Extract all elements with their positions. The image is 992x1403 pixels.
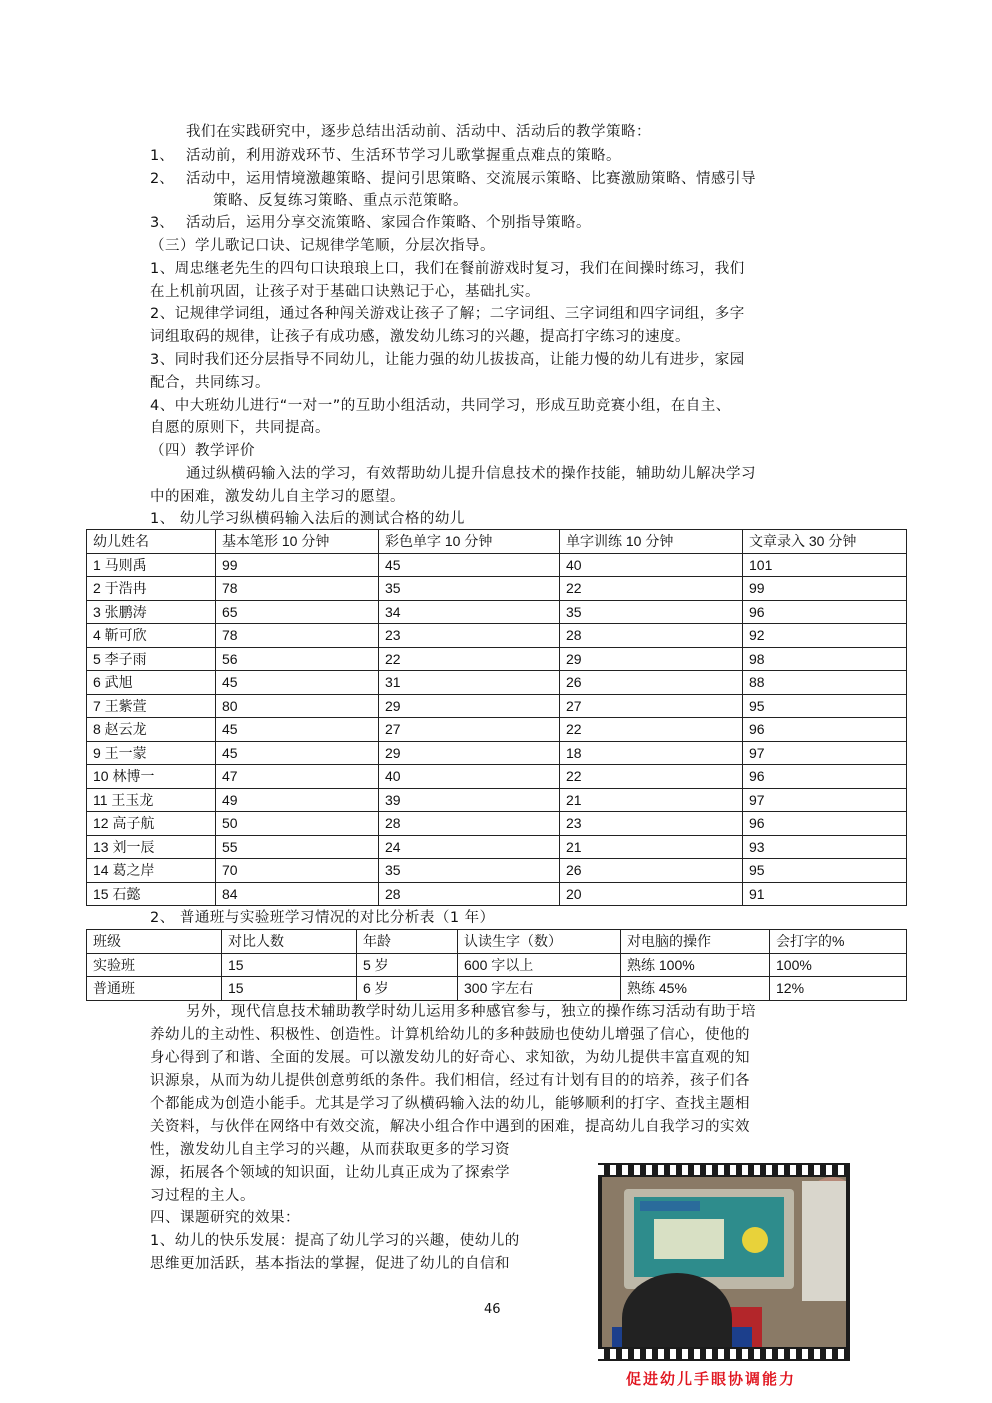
table-cell: 93	[743, 835, 907, 859]
strategy-2-text-line2: 策略、反复练习策略、重点示范策略。	[213, 193, 468, 209]
table-header-cell: 认读生字（数）	[458, 930, 621, 954]
table-cell: 96	[743, 600, 907, 624]
table-cell: 24	[379, 835, 560, 859]
table-row	[87, 953, 907, 977]
table-cell: 29	[379, 694, 560, 718]
table-cell: 27	[560, 694, 743, 718]
table-cell: 15	[222, 953, 357, 977]
point-2-line2: 词组取码的规律，让孩子有成功感，激发幼儿练习的兴趣，提高打字练习的速度。	[150, 329, 690, 345]
table1-caption: 1、 幼儿学习纵横码输入法后的测试合格的幼儿	[150, 511, 465, 527]
table-cell: 84	[216, 882, 379, 906]
table-cell: 20	[560, 882, 743, 906]
table-cell: 78	[216, 624, 379, 648]
point-2-line1: 2、记规律学词组，通过各种闯关游戏让孩子了解；二字词组、三字词组和四字词组，多字	[150, 306, 745, 322]
screen-character	[742, 1227, 768, 1253]
child-computer-photo	[598, 1163, 850, 1361]
table-row	[87, 647, 907, 671]
table-row	[87, 977, 907, 1001]
table-cell: 21	[560, 835, 743, 859]
table-cell: 96	[743, 812, 907, 836]
table-cell: 22	[379, 647, 560, 671]
table-cell: 35	[560, 600, 743, 624]
table-cell: 28	[379, 882, 560, 906]
table-cell: 23	[379, 624, 560, 648]
table-cell: 5 李子雨	[87, 647, 216, 671]
table-cell: 88	[743, 671, 907, 695]
table-cell: 26	[560, 859, 743, 883]
table-cell: 40	[379, 765, 560, 789]
table-cell: 95	[743, 859, 907, 883]
table-header-cell: 幼儿姓名	[87, 530, 216, 554]
table-cell: 34	[379, 600, 560, 624]
table-cell: 29	[560, 647, 743, 671]
table-header-cell: 对电脑的操作	[621, 930, 770, 954]
film-strip-bottom	[598, 1349, 850, 1359]
strategy-3-number: 3、	[150, 215, 174, 231]
section-3-heading: （三）学儿歌记口诀、记规律学笔顺，分层次指导。	[150, 238, 495, 254]
table-cell: 39	[379, 788, 560, 812]
table-cell: 55	[216, 835, 379, 859]
table-cell: 45	[216, 718, 379, 742]
table-cell: 100%	[770, 953, 907, 977]
conclusion-line6: 关资料，与伙伴在网络中有效交流，解决小组合作中遇到的困难，提高幼儿自我学习的实效	[150, 1119, 750, 1135]
table-header-row	[87, 930, 907, 954]
conclusion-line4: 识源泉，从而为幼儿提供创意剪纸的条件。我们相信，经过有计划有目的的培养，孩子们各	[150, 1073, 750, 1089]
table-cell: 15	[222, 977, 357, 1001]
table-cell: 3 张鹏涛	[87, 600, 216, 624]
comparison-table	[86, 929, 907, 1001]
strategy-2-number: 2、	[150, 171, 174, 187]
section-4-heading: （四）教学评价	[150, 443, 255, 459]
table-row	[87, 812, 907, 836]
table-cell: 70	[216, 859, 379, 883]
table2-caption: 2、 普通班与实验班学习情况的对比分析表（1 年）	[150, 910, 495, 926]
table-cell: 21	[560, 788, 743, 812]
table-cell: 熟练 100%	[621, 953, 770, 977]
table-header-cell: 基本笔形 10 分钟	[216, 530, 379, 554]
table-row	[87, 694, 907, 718]
evaluation-line1: 通过纵横码输入法的学习，有效帮助幼儿提升信息技术的操作技能，辅助幼儿解决学习	[186, 466, 756, 482]
table-cell: 97	[743, 741, 907, 765]
photo-scene	[602, 1177, 846, 1347]
table-cell: 95	[743, 694, 907, 718]
table-row	[87, 835, 907, 859]
table-cell: 10 林博一	[87, 765, 216, 789]
table-cell: 600 字以上	[458, 953, 621, 977]
table-header-cell: 彩色单字 10 分钟	[379, 530, 560, 554]
table-cell: 45	[379, 553, 560, 577]
table-cell: 26	[560, 671, 743, 695]
table-row	[87, 788, 907, 812]
conclusion-line9: 习过程的主人。	[150, 1188, 255, 1204]
table-header-row	[87, 530, 907, 554]
table-row	[87, 741, 907, 765]
table-cell: 27	[379, 718, 560, 742]
table-cell: 78	[216, 577, 379, 601]
monitor-screen	[634, 1197, 784, 1277]
photo-caption: 促进幼儿手眼协调能力	[626, 1370, 797, 1388]
table-cell: 9 王一蒙	[87, 741, 216, 765]
effects-line1: 1、幼儿的快乐发展：提高了幼儿学习的兴趣，使幼儿的	[150, 1233, 520, 1249]
table-cell: 65	[216, 600, 379, 624]
section-effects-heading: 四、课题研究的效果：	[150, 1210, 300, 1226]
table-cell: 15 石懿	[87, 882, 216, 906]
conclusion-line7: 性，激发幼儿自主学习的兴趣，从而获取更多的学习资	[150, 1142, 510, 1158]
table-header-cell: 班级	[87, 930, 222, 954]
point-3-line1: 3、同时我们还分层指导不同幼儿，让能力强的幼儿拔拔高，让能力慢的幼儿有进步，家园	[150, 352, 745, 368]
table-cell: 47	[216, 765, 379, 789]
table-cell: 8 赵云龙	[87, 718, 216, 742]
table-row	[87, 600, 907, 624]
conclusion-line2: 养幼儿的主动性、积极性、创造性。计算机给幼儿的多种鼓励也使幼儿增强了信心，使他的	[150, 1027, 750, 1043]
conclusion-line5: 个都能成为创造小能手。尤其是学习了纵横码输入法的幼儿，能够顺利的打字、查找主题相	[150, 1096, 750, 1112]
conclusion-line8: 源，拓展各个领域的知识面，让幼儿真正成为了探索学	[150, 1165, 510, 1181]
table-cell: 31	[379, 671, 560, 695]
table-row	[87, 577, 907, 601]
table-cell: 92	[743, 624, 907, 648]
table-row	[87, 553, 907, 577]
table-row	[87, 624, 907, 648]
screen-panel	[654, 1219, 724, 1259]
table-cell: 18	[560, 741, 743, 765]
table-cell: 5 岁	[357, 953, 458, 977]
table-cell: 96	[743, 718, 907, 742]
table-row	[87, 718, 907, 742]
table-cell: 13 刘一辰	[87, 835, 216, 859]
table-cell: 96	[743, 765, 907, 789]
table-cell: 29	[379, 741, 560, 765]
strategy-1-number: 1、	[150, 148, 174, 164]
screen-title-bar	[640, 1201, 700, 1211]
table-cell: 45	[216, 671, 379, 695]
table-cell: 35	[379, 577, 560, 601]
table-cell: 97	[743, 788, 907, 812]
table-row	[87, 671, 907, 695]
table-cell: 40	[560, 553, 743, 577]
table-cell: 6 岁	[357, 977, 458, 1001]
table-cell: 7 王紫萱	[87, 694, 216, 718]
table-header-cell: 单字训练 10 分钟	[560, 530, 743, 554]
table-cell: 28	[560, 624, 743, 648]
point-4-line2: 自愿的原则下，共同提高。	[150, 420, 330, 436]
table-cell: 12%	[770, 977, 907, 1001]
table-cell: 6 武旭	[87, 671, 216, 695]
point-1-line1: 1、周忠继老先生的四句口诀琅琅上口，我们在餐前游戏时复习，我们在间操时练习，我们	[150, 261, 745, 277]
table-header-cell: 年龄	[357, 930, 458, 954]
table-cell: 4 靳可欣	[87, 624, 216, 648]
table-cell: 12 高子航	[87, 812, 216, 836]
evaluation-line2: 中的困难，激发幼儿自主学习的愿望。	[150, 489, 405, 505]
computer-tower	[802, 1181, 846, 1301]
table-cell: 22	[560, 577, 743, 601]
table-cell: 101	[743, 553, 907, 577]
conclusion-line1: 另外，现代信息技术辅助教学时幼儿运用多种感官参与，独立的操作练习活动有助于培	[186, 1004, 756, 1020]
point-1-line2: 在上机前巩固，让孩子对于基础口诀熟记于心，基础扎实。	[150, 284, 540, 300]
table-row	[87, 882, 907, 906]
strategy-3-text: 活动后，运用分享交流策略、家园合作策略、个别指导策略。	[186, 215, 591, 231]
table-row	[87, 765, 907, 789]
computer-monitor	[624, 1189, 794, 1289]
table-cell: 普通班	[87, 977, 222, 1001]
table-cell: 50	[216, 812, 379, 836]
table-cell: 22	[560, 718, 743, 742]
page-number: 46	[484, 1302, 501, 1317]
table-header-cell: 对比人数	[222, 930, 357, 954]
table-cell: 98	[743, 647, 907, 671]
table-cell: 14 葛之岸	[87, 859, 216, 883]
effects-line2: 思维更加活跃，基本指法的掌握，促进了幼儿的自信和	[150, 1256, 510, 1272]
film-strip-top	[598, 1165, 850, 1175]
table-cell: 49	[216, 788, 379, 812]
table-cell: 11 王玉龙	[87, 788, 216, 812]
test-results-table	[86, 529, 907, 906]
table-cell: 91	[743, 882, 907, 906]
table-row	[87, 859, 907, 883]
table-cell: 22	[560, 765, 743, 789]
table-cell: 熟练 45%	[621, 977, 770, 1001]
table-header-cell: 文章录入 30 分钟	[743, 530, 907, 554]
strategy-2-text-line1: 活动中，运用情境激趣策略、提问引思策略、交流展示策略、比赛激励策略、情感引导	[186, 171, 756, 187]
table-cell: 56	[216, 647, 379, 671]
intro-paragraph: 我们在实践研究中，逐步总结出活动前、活动中、活动后的教学策略：	[186, 124, 651, 140]
table-cell: 23	[560, 812, 743, 836]
table-cell: 99	[743, 577, 907, 601]
table-cell: 80	[216, 694, 379, 718]
table-header-cell: 会打字的%	[770, 930, 907, 954]
point-3-line2: 配合，共同练习。	[150, 375, 270, 391]
table-cell: 300 字左右	[458, 977, 621, 1001]
table-cell: 45	[216, 741, 379, 765]
conclusion-line3: 身心得到了和谐、全面的发展。可以激发幼儿的好奇心、求知欲，为幼儿提供丰富直观的知	[150, 1050, 750, 1066]
table-cell: 1 马则禹	[87, 553, 216, 577]
point-4-line1: 4、中大班幼儿进行“一对一”的互助小组活动，共同学习，形成互助竞赛小组，在自主、	[150, 398, 731, 414]
table-cell: 35	[379, 859, 560, 883]
table-cell: 实验班	[87, 953, 222, 977]
table-cell: 28	[379, 812, 560, 836]
table-cell: 2 于浩冉	[87, 577, 216, 601]
table-cell: 99	[216, 553, 379, 577]
strategy-1-text: 活动前，利用游戏环节、生活环节学习儿歌掌握重点难点的策略。	[186, 148, 621, 164]
